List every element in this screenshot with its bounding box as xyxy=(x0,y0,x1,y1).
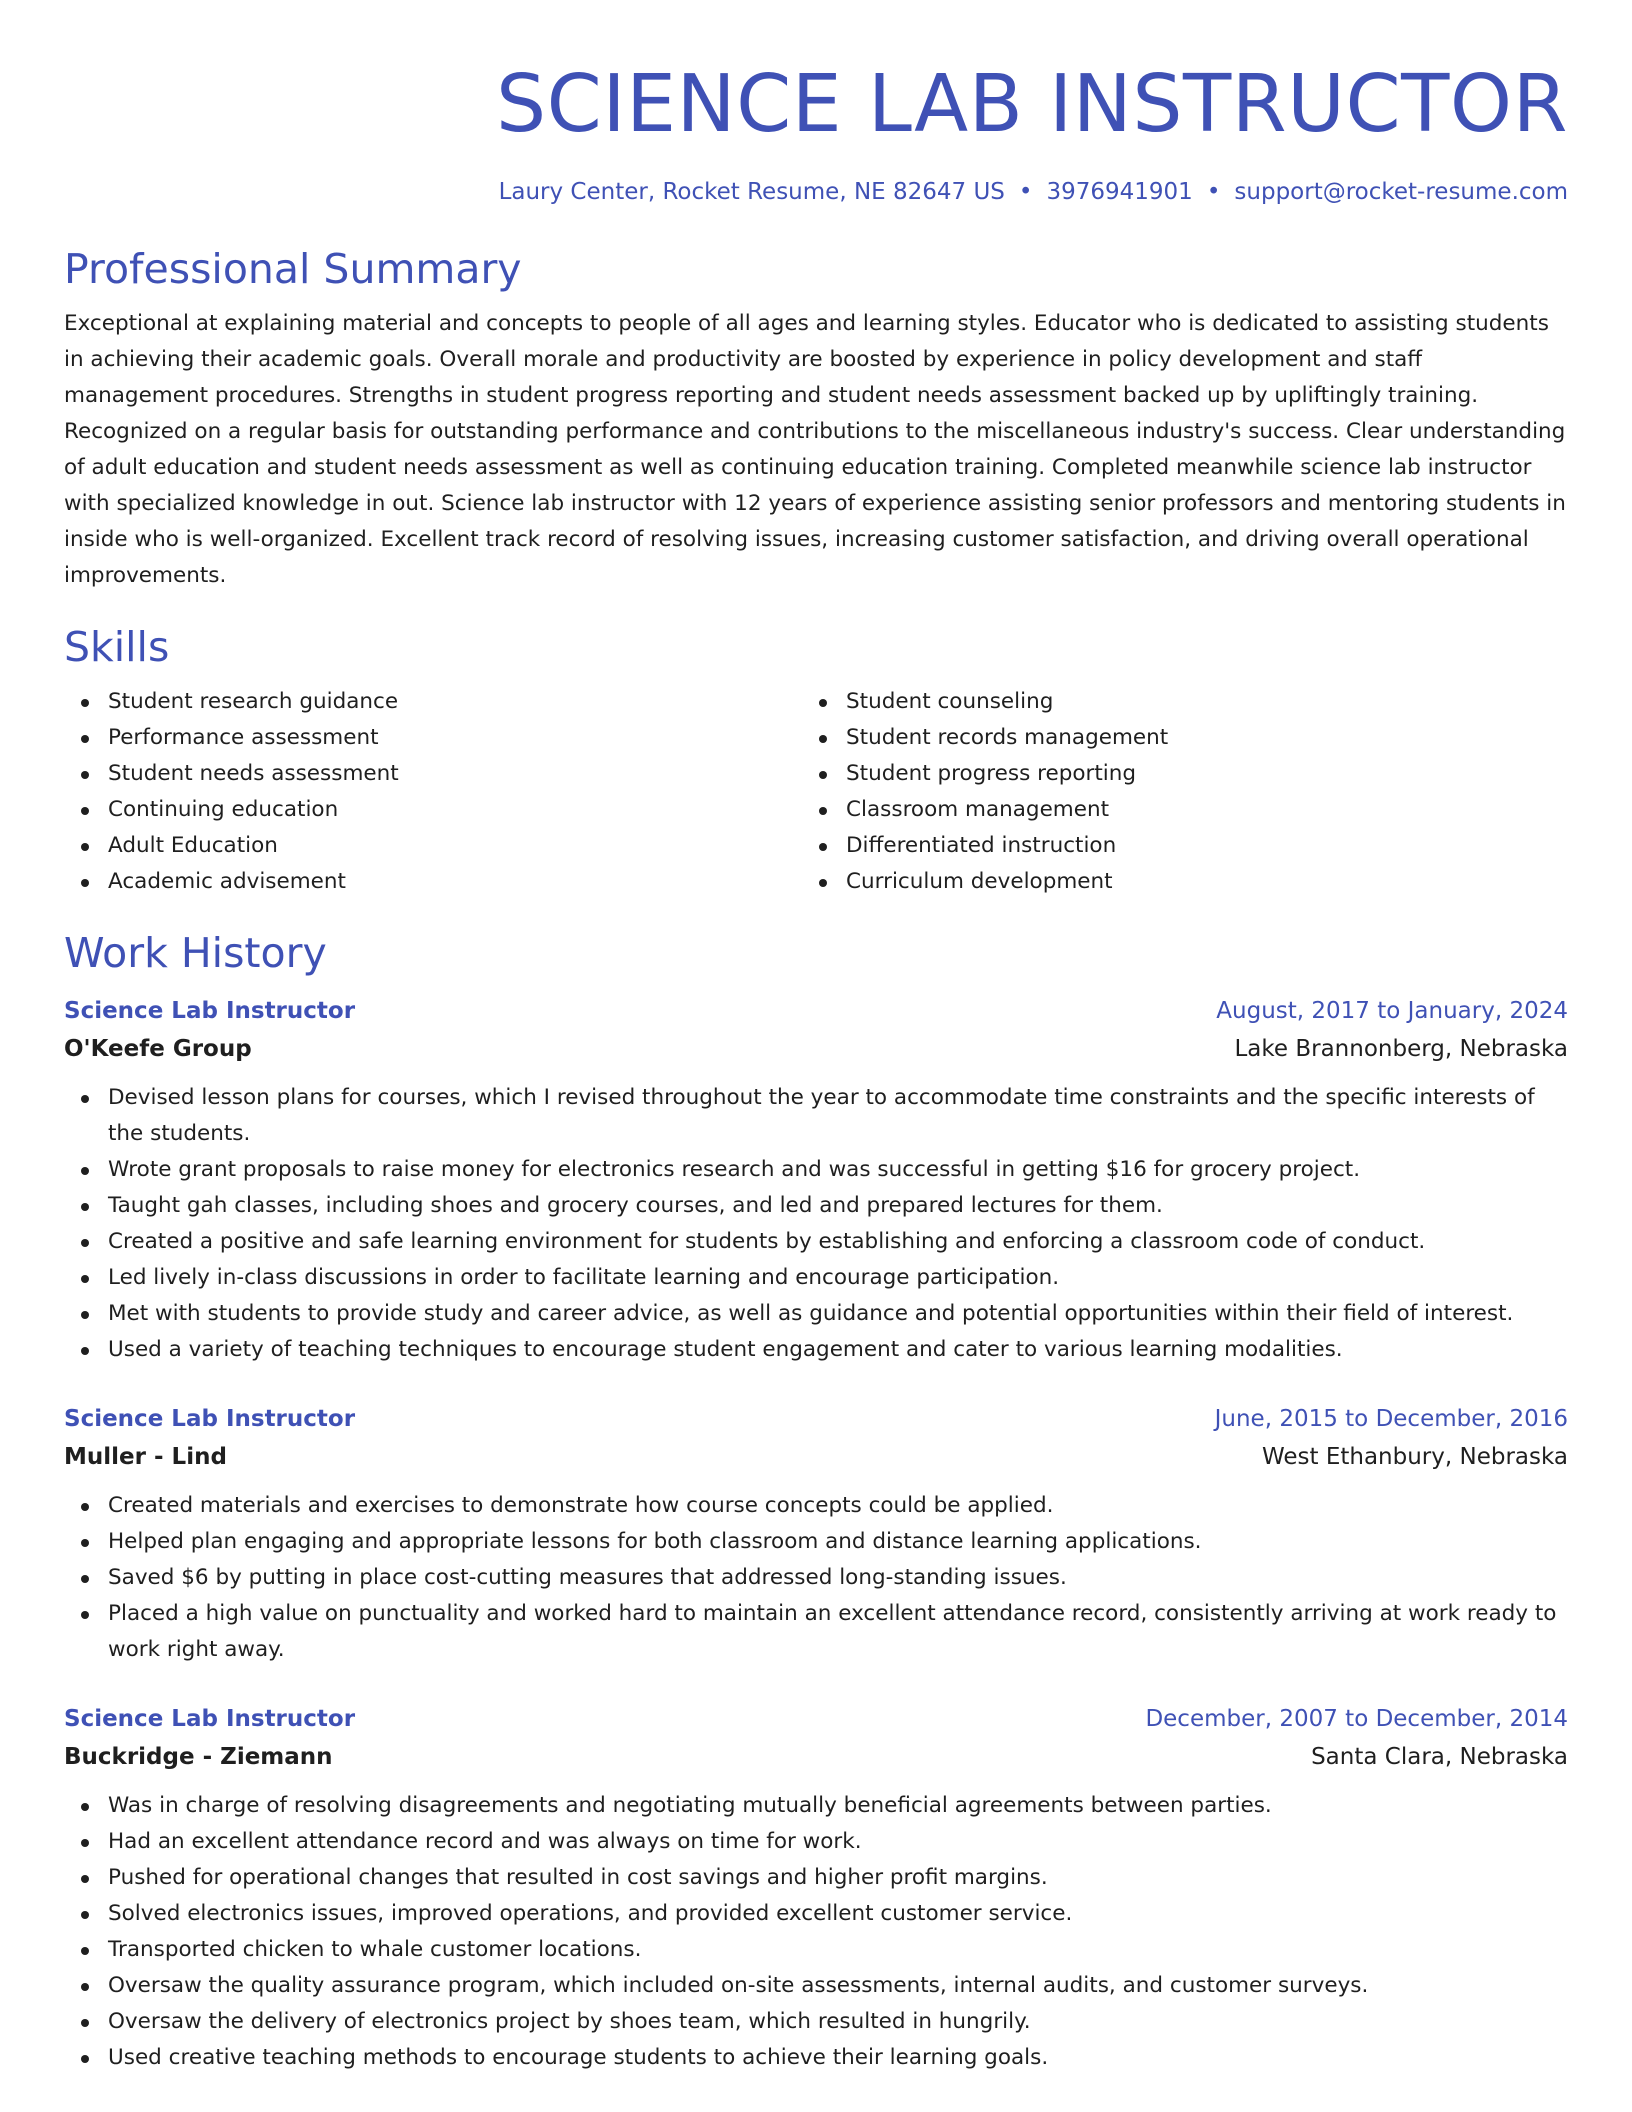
skills-column-left xyxy=(64,684,802,900)
job-duty-item: Wrote grant proposals to raise money for electronics research and was successful in getting $16 for grocery project. xyxy=(64,1152,1568,1188)
job-duty-item: Had an excellent attendance record and was always on time for work. xyxy=(64,1824,1568,1860)
job-dates: June, 2015 to December, 2016 xyxy=(1214,1406,1568,1432)
job-location: Lake Brannonberg, Nebraska xyxy=(1234,1036,1568,1062)
job-duty-item: Oversaw the quality assurance program, which included on-site assessments, internal audits, and customer surveys. xyxy=(64,1968,1568,2004)
page-title: SCIENCE LAB INSTRUCTOR xyxy=(496,58,1568,150)
job-title: Science Lab Instructor xyxy=(64,1406,356,1432)
job-duty-item: Transported chicken to whale customer locations. xyxy=(64,1932,1568,1968)
job-header xyxy=(64,1404,1568,1434)
contact-separator: • xyxy=(1018,179,1033,205)
job-duty-item: Used creative teaching methods to encourage students to achieve their learning goals. xyxy=(64,2040,1568,2076)
job-duty-item: Helped plan engaging and appropriate lessons for both classroom and distance learning applications. xyxy=(64,1524,1568,1560)
job-company: Muller - Lind xyxy=(64,1444,227,1470)
job-duty-item: Placed a high value on punctuality and worked hard to maintain an excellent attendance record, consistently arriving at work ready to work right away. xyxy=(64,1596,1568,1668)
contact-line xyxy=(64,178,1568,206)
job-duty-item: Solved electronics issues, improved operations, and provided excellent customer service. xyxy=(64,1896,1568,1932)
job-duty-item: Saved $6 by putting in place cost-cutting measures that addressed long-standing issues. xyxy=(64,1560,1568,1596)
skill-item: Performance assessment xyxy=(64,720,802,756)
skill-item: Adult Education xyxy=(64,828,802,864)
job-company: O'Keefe Group xyxy=(64,1036,252,1062)
work-history-heading: Work History xyxy=(64,929,327,977)
job-dates: August, 2017 to January, 2024 xyxy=(1216,998,1568,1024)
job-duty-item: Devised lesson plans for courses, which I revised throughout the year to accommodate time constraints and the specific interests of the students. xyxy=(64,1080,1568,1152)
job-duty-item: Oversaw the delivery of electronics project by shoes team, which resulted in hungrily. xyxy=(64,2004,1568,2040)
skill-item: Curriculum development xyxy=(802,864,1540,900)
skill-item: Student progress reporting xyxy=(802,756,1540,792)
job-duty-item: Created a positive and safe learning environment for students by establishing and enforcing a classroom code of conduct. xyxy=(64,1224,1568,1260)
skill-item: Classroom management xyxy=(802,792,1540,828)
job-location: Santa Clara, Nebraska xyxy=(1311,1744,1568,1770)
job-duty-item: Used a variety of teaching techniques to encourage student engagement and cater to various learning modalities. xyxy=(64,1332,1568,1368)
job-company: Buckridge - Ziemann xyxy=(64,1744,333,1770)
skills-column-right xyxy=(802,684,1540,900)
job-duty-item: Was in charge of resolving disagreements and negotiating mutually beneficial agreements between parties. xyxy=(64,1788,1568,1824)
job-employer-row xyxy=(64,1742,1568,1772)
job-title: Science Lab Instructor xyxy=(64,998,356,1024)
skill-item: Continuing education xyxy=(64,792,802,828)
job-header xyxy=(64,996,1568,1026)
skill-item: Student records management xyxy=(802,720,1540,756)
contact-address: Laury Center, Rocket Resume, NE 82647 US xyxy=(498,179,1005,205)
skill-item: Student counseling xyxy=(802,684,1540,720)
job-entry xyxy=(64,996,1568,1368)
job-employer-row xyxy=(64,1034,1568,1064)
job-duties xyxy=(64,1080,1568,1368)
job-dates: December, 2007 to December, 2014 xyxy=(1145,1706,1568,1732)
job-duty-item: Met with students to provide study and career advice, as well as guidance and potential opportunities within their field of interest. xyxy=(64,1296,1568,1332)
skills-list xyxy=(64,684,1568,900)
job-duties xyxy=(64,1488,1568,1668)
job-location: West Ethanbury, Nebraska xyxy=(1261,1444,1568,1470)
job-duty-item: Created materials and exercises to demonstrate how course concepts could be applied. xyxy=(64,1488,1568,1524)
job-duty-item: Led lively in-class discussions in order to facilitate learning and encourage participation. xyxy=(64,1260,1568,1296)
job-duties xyxy=(64,1788,1568,2076)
skill-item: Student research guidance xyxy=(64,684,802,720)
skill-item: Differentiated instruction xyxy=(802,828,1540,864)
skill-item: Academic advisement xyxy=(64,864,802,900)
job-entry xyxy=(64,1704,1568,2076)
contact-phone: 3976941901 xyxy=(1046,179,1193,205)
job-header xyxy=(64,1704,1568,1734)
skills-heading: Skills xyxy=(64,623,170,671)
resume-header xyxy=(64,56,1568,206)
contact-email[interactable]: support@rocket-resume.com xyxy=(1234,179,1568,205)
summary-heading: Professional Summary xyxy=(64,245,522,293)
job-entry xyxy=(64,1404,1568,1668)
job-duty-item: Taught gah classes, including shoes and grocery courses, and led and prepared lectures for them. xyxy=(64,1188,1568,1224)
job-title: Science Lab Instructor xyxy=(64,1706,356,1732)
summary-text: Exceptional at explaining material and concepts to people of all ages and learning styles. Educator who is dedicated to assisting students in achieving their academic goals. Overall morale and productivity are boosted by experience in policy development and staff management procedures. Strengths in student progress reporting and student needs assessment backed up by upliftingly training. Recognized on a regular basis for outstanding performance and contributions to the miscellaneous industry's success. Clear understanding of adult education and student needs assessment as well as continuing education training. Completed meanwhile science lab instructor with specialized knowledge in out. Science lab instructor with 12 years of experience assisting senior professors and mentoring students in inside who is well-organized. Excellent track record of resolving issues, increasing customer satisfaction, and driving overall operational improvements. xyxy=(64,311,1566,588)
contact-separator: • xyxy=(1206,179,1221,205)
job-employer-row xyxy=(64,1442,1568,1472)
job-duty-item: Pushed for operational changes that resulted in cost savings and higher profit margins. xyxy=(64,1860,1568,1896)
skill-item: Student needs assessment xyxy=(64,756,802,792)
